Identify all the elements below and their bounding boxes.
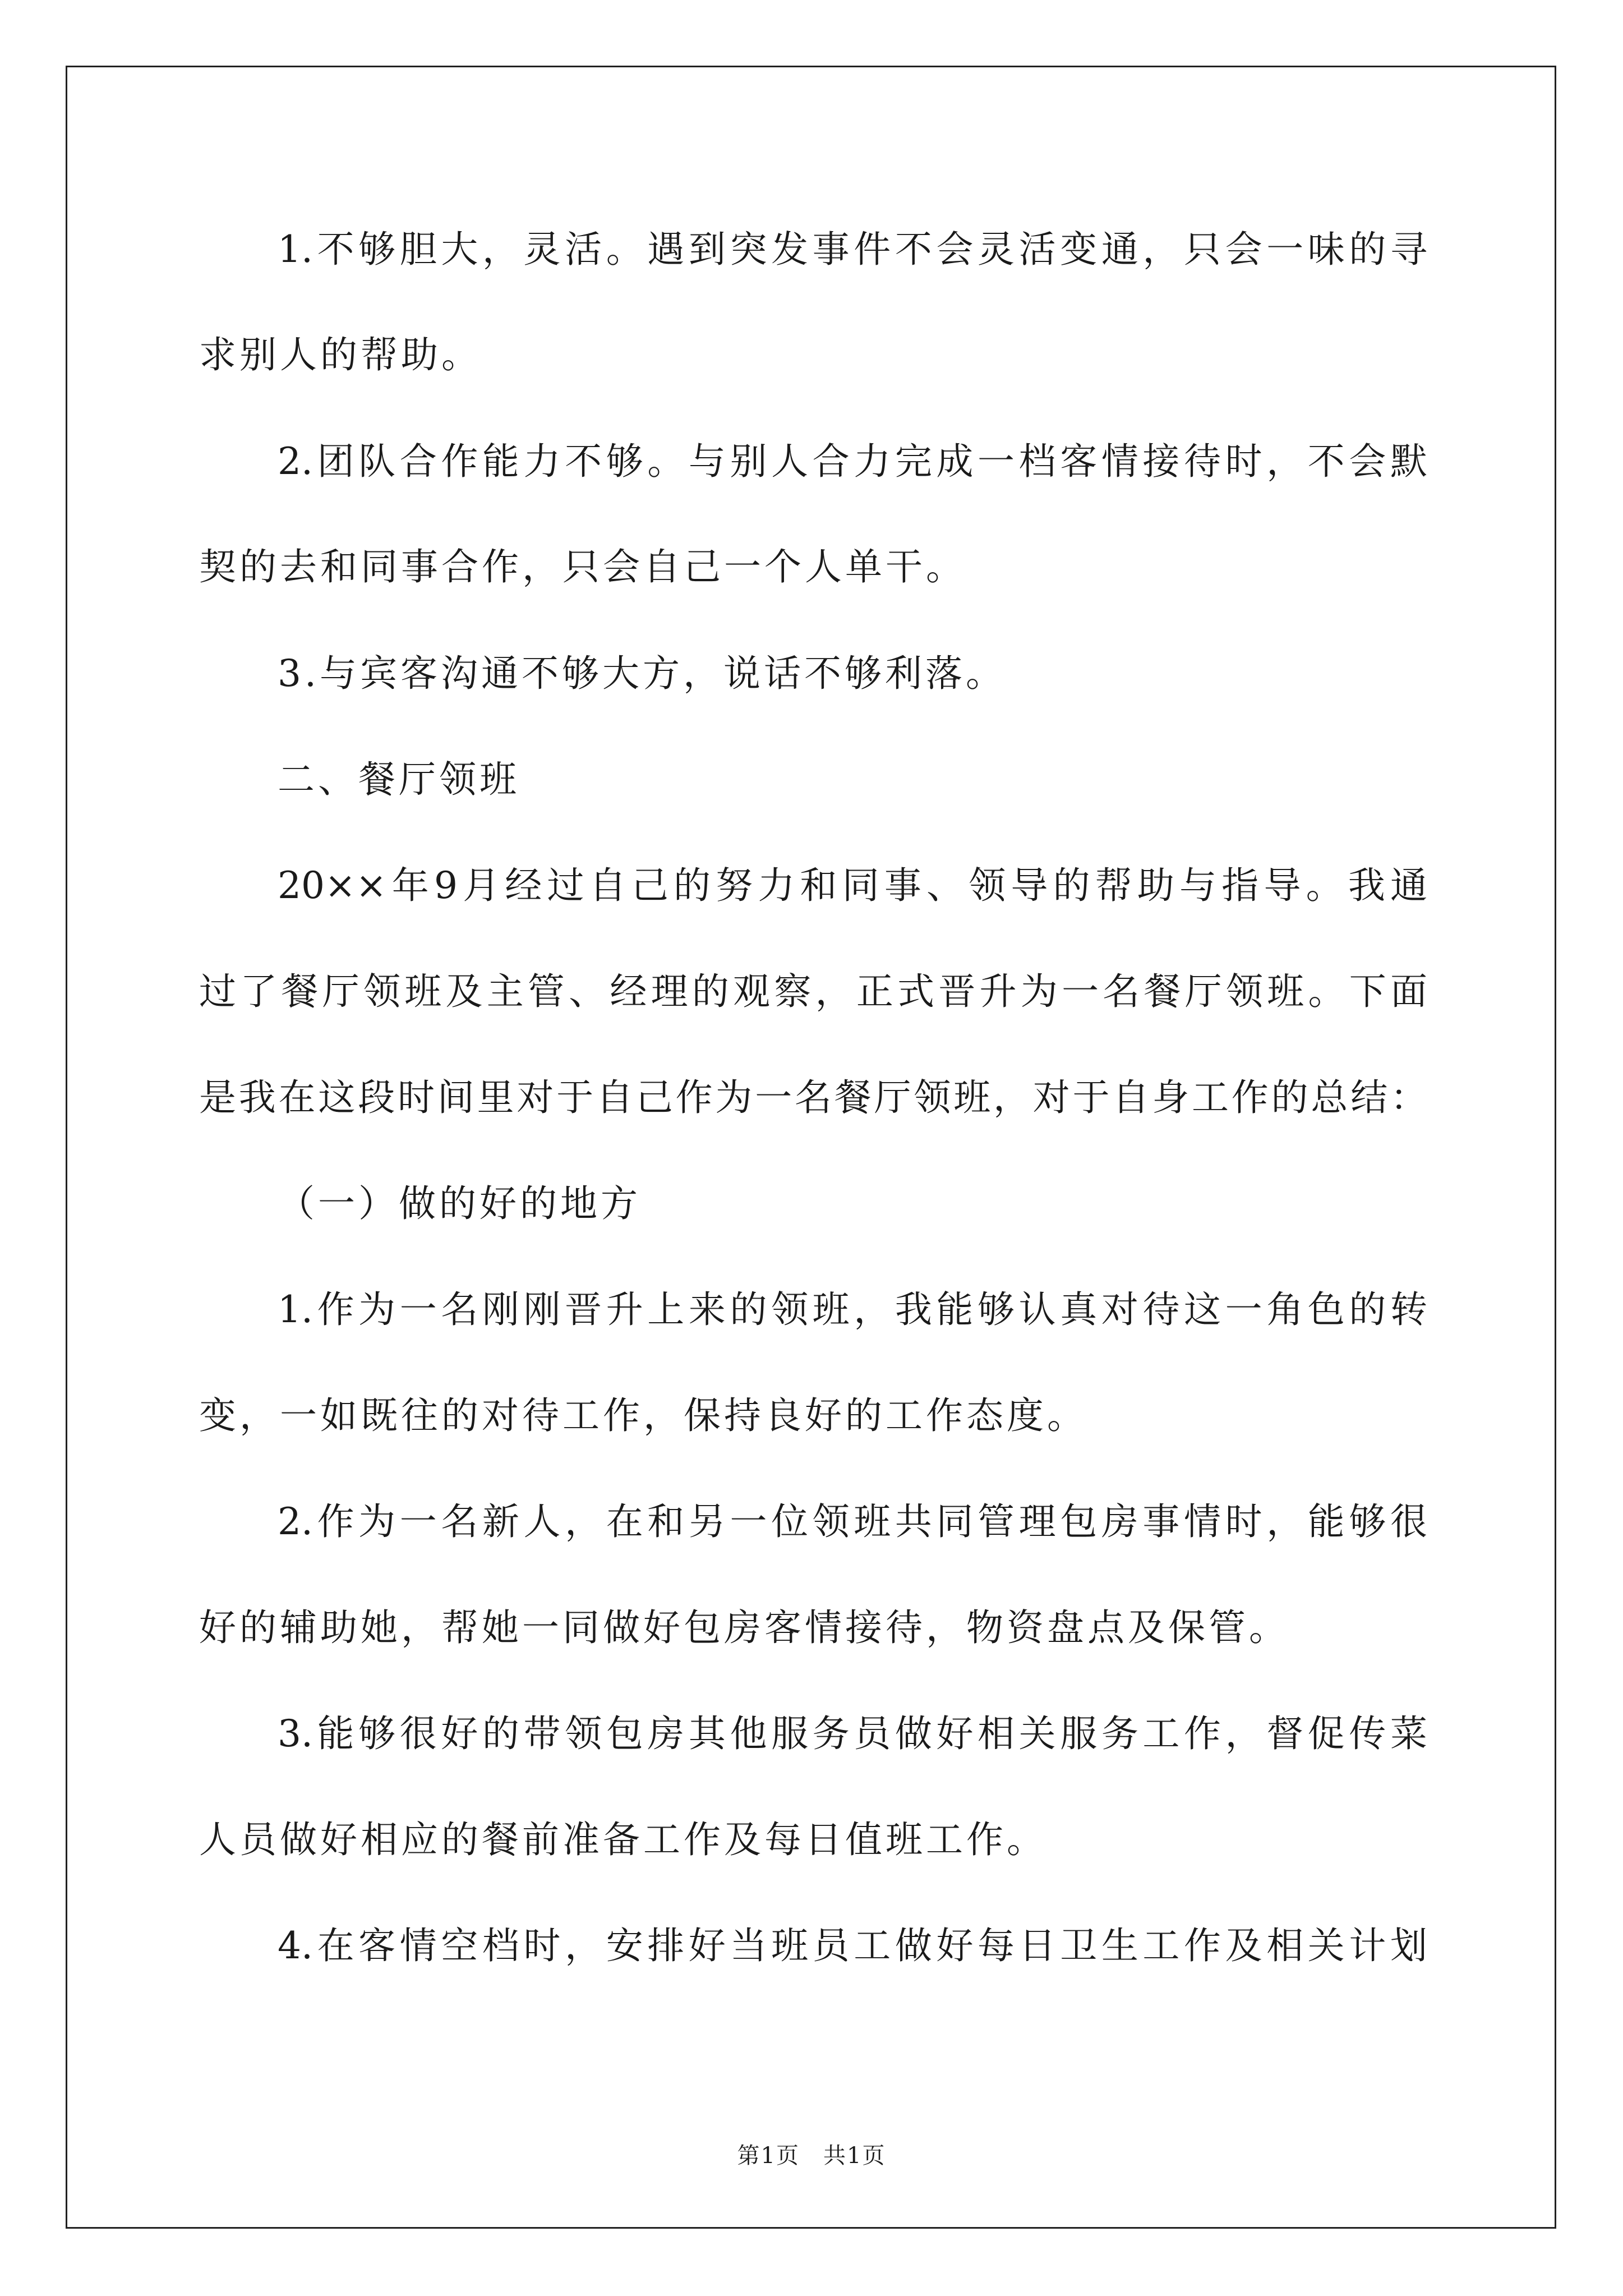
paragraph-line: 4.在客情空档时，安排好当班员工做好每日卫生工作及相关计划	[278, 1924, 1427, 1967]
paragraph-line: 3.与宾客沟通不够大方，说话不够利落。	[278, 652, 1006, 695]
paragraph-line: 1.不够胆大，灵活。遇到突发事件不会灵活变通，只会一味的寻	[278, 228, 1427, 271]
paragraph-line: 人员做好相应的餐前准备工作及每日值班工作。	[199, 1818, 1047, 1861]
paragraph-line: 是我在这段时间里对于自己作为一名餐厅领班，对于自身工作的总结：	[199, 1076, 1427, 1119]
paragraph-line: 好的辅助她，帮她一同做好包房客情接待，物资盘点及保管。	[199, 1606, 1289, 1649]
page-footer: 第1页 共1页	[737, 2143, 886, 2169]
page-border	[66, 66, 1556, 2229]
paragraph-line: 过了餐厅领班及主管、经理的观察，正式晋升为一名餐厅领班。下面	[199, 970, 1427, 1013]
subsection-heading: （一）做的好的地方	[278, 1182, 641, 1225]
paragraph-line: 变，一如既往的对待工作，保持良好的工作态度。	[199, 1394, 1087, 1437]
paragraph-line: 3.能够很好的带领包房其他服务员做好相关服务工作，督促传菜	[278, 1712, 1427, 1755]
paragraph-line: 2.团队合作能力不够。与别人合力完成一档客情接待时，不会默	[278, 440, 1427, 483]
paragraph-line: 1.作为一名刚刚晋升上来的领班，我能够认真对待这一角色的转	[278, 1288, 1427, 1331]
paragraph-line: 20××年9月经过自己的努力和同事、领导的帮助与指导。我通	[278, 864, 1427, 907]
paragraph-line: 契的去和同事合作，只会自己一个人单干。	[199, 545, 966, 588]
section-heading: 二、餐厅领班	[278, 758, 520, 801]
paragraph-line: 求别人的帮助。	[199, 333, 482, 376]
paragraph-line: 2.作为一名新人，在和另一位领班共同管理包房事情时，能够很	[278, 1500, 1427, 1543]
